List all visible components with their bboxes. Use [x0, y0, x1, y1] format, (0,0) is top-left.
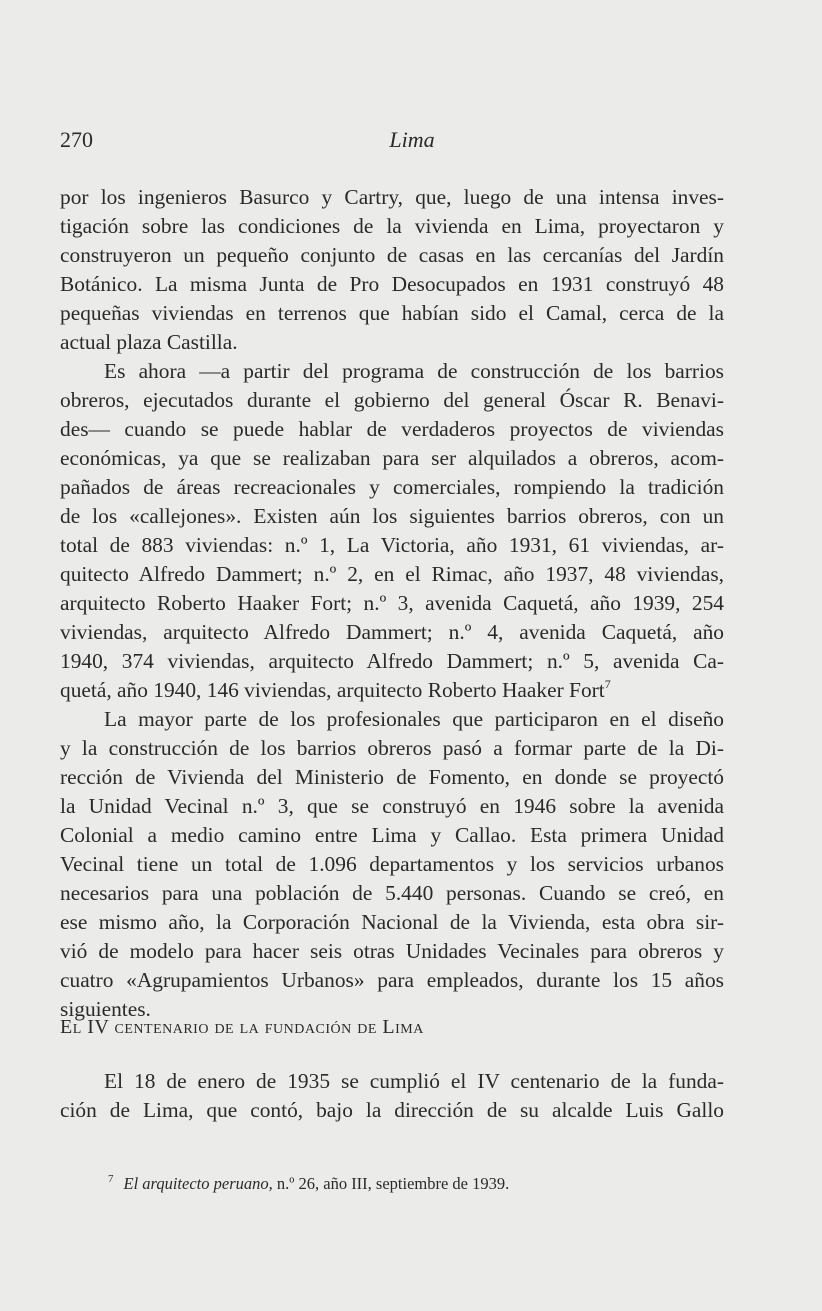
text-line: Vecinal tiene un total de 1.096 departamentos y los servicios urbanos: [60, 852, 724, 876]
text-line: y la construcción de los barrios obreros pasó a formar parte de la Di-: [60, 736, 724, 760]
text-line: Colonial a medio camino entre Lima y Callao. Esta primera Unidad: [60, 823, 724, 847]
text-line-content: quetá, año 1940, 146 viviendas, arquitecto Roberto Haaker Fort: [60, 678, 605, 702]
section-heading: El IV centenario de la fundación de Lima: [60, 1016, 424, 1038]
footnote-source-title: El arquitecto peruano,: [123, 1174, 273, 1193]
text-line: pequeñas viviendas en terrenos que habían sido el Camal, cerca de la: [60, 301, 724, 325]
paragraph: [60, 183, 724, 357]
text-line: económicas, ya que se realizaban para ser alquilados a obreros, acom-: [60, 446, 724, 470]
running-head: [60, 127, 764, 159]
page-number: 270: [60, 127, 93, 152]
text-line: rección de Vivienda del Ministerio de Fomento, en donde se proyectó: [60, 765, 724, 789]
text-line: ción de Lima, que contó, bajo la dirección de su alcalde Luis Gallo: [60, 1098, 724, 1122]
footnote-number: 7: [108, 1173, 114, 1185]
text-line: vió de modelo para hacer seis otras Unidades Vecinales para obreros y: [60, 939, 724, 963]
text-line: arquitecto Roberto Haaker Fort; n.º 3, avenida Caquetá, año 1939, 254: [60, 591, 724, 615]
paragraph: [60, 357, 724, 705]
text-line: [60, 676, 724, 705]
text-line: obreros, ejecutados durante el gobierno del general Óscar R. Benavi-: [60, 388, 724, 412]
text-line: siguientes.: [60, 997, 151, 1021]
text-line: 1940, 374 viviendas, arquitecto Alfredo Dammert; n.º 5, avenida Ca-: [60, 649, 724, 673]
text-line: necesarios para una población de 5.440 personas. Cuando se creó, en: [60, 881, 724, 905]
paragraph: [60, 705, 724, 1024]
text-line: Es ahora —a partir del programa de construcción de los barrios: [104, 359, 724, 383]
text-line: actual plaza Castilla.: [60, 330, 238, 354]
text-line: de los «callejones». Existen aún los siguientes barrios obreros, con un: [60, 504, 724, 528]
text-line: pañados de áreas recreacionales y comerciales, rompiendo la tradición: [60, 475, 724, 499]
running-title: Lima: [389, 127, 435, 152]
text-line: El 18 de enero de 1935 se cumplió el IV centenario de la funda-: [104, 1069, 724, 1093]
section-body: [60, 1067, 724, 1125]
text-line: quitecto Alfredo Dammert; n.º 2, en el Rimac, año 1937, 48 viviendas,: [60, 562, 724, 586]
body-text: [60, 183, 724, 1024]
text-line: cuatro «Agrupamientos Urbanos» para empleados, durante los 15 años: [60, 968, 724, 992]
text-line: Botánico. La misma Junta de Pro Desocupados en 1931 construyó 48: [60, 272, 724, 296]
text-line: ese mismo año, la Corporación Nacional de la Vivienda, esta obra sir-: [60, 910, 724, 934]
text-line: tigación sobre las condiciones de la vivienda en Lima, proyectaron y: [60, 214, 724, 238]
footnote-source-details: n.º 26, año III, septiembre de 1939.: [272, 1174, 510, 1193]
text-line: des— cuando se puede hablar de verdaderos proyectos de viviendas: [60, 417, 724, 441]
text-line: construyeron un pequeño conjunto de casas en las cercanías del Jardín: [60, 243, 724, 267]
footnote: [108, 1172, 724, 1196]
text-line: la Unidad Vecinal n.º 3, que se construyó en 1946 sobre la avenida: [60, 794, 724, 818]
text-line: total de 883 viviendas: n.º 1, La Victoria, año 1931, 61 viviendas, ar-: [60, 533, 724, 557]
footnote-reference[interactable]: 7: [604, 677, 611, 691]
text-line: viviendas, arquitecto Alfredo Dammert; n.º 4, avenida Caquetá, año: [60, 620, 724, 644]
text-line: por los ingenieros Basurco y Cartry, que, luego de una intensa inves-: [60, 185, 724, 209]
text-line: La mayor parte de los profesionales que participaron en el diseño: [104, 707, 724, 731]
